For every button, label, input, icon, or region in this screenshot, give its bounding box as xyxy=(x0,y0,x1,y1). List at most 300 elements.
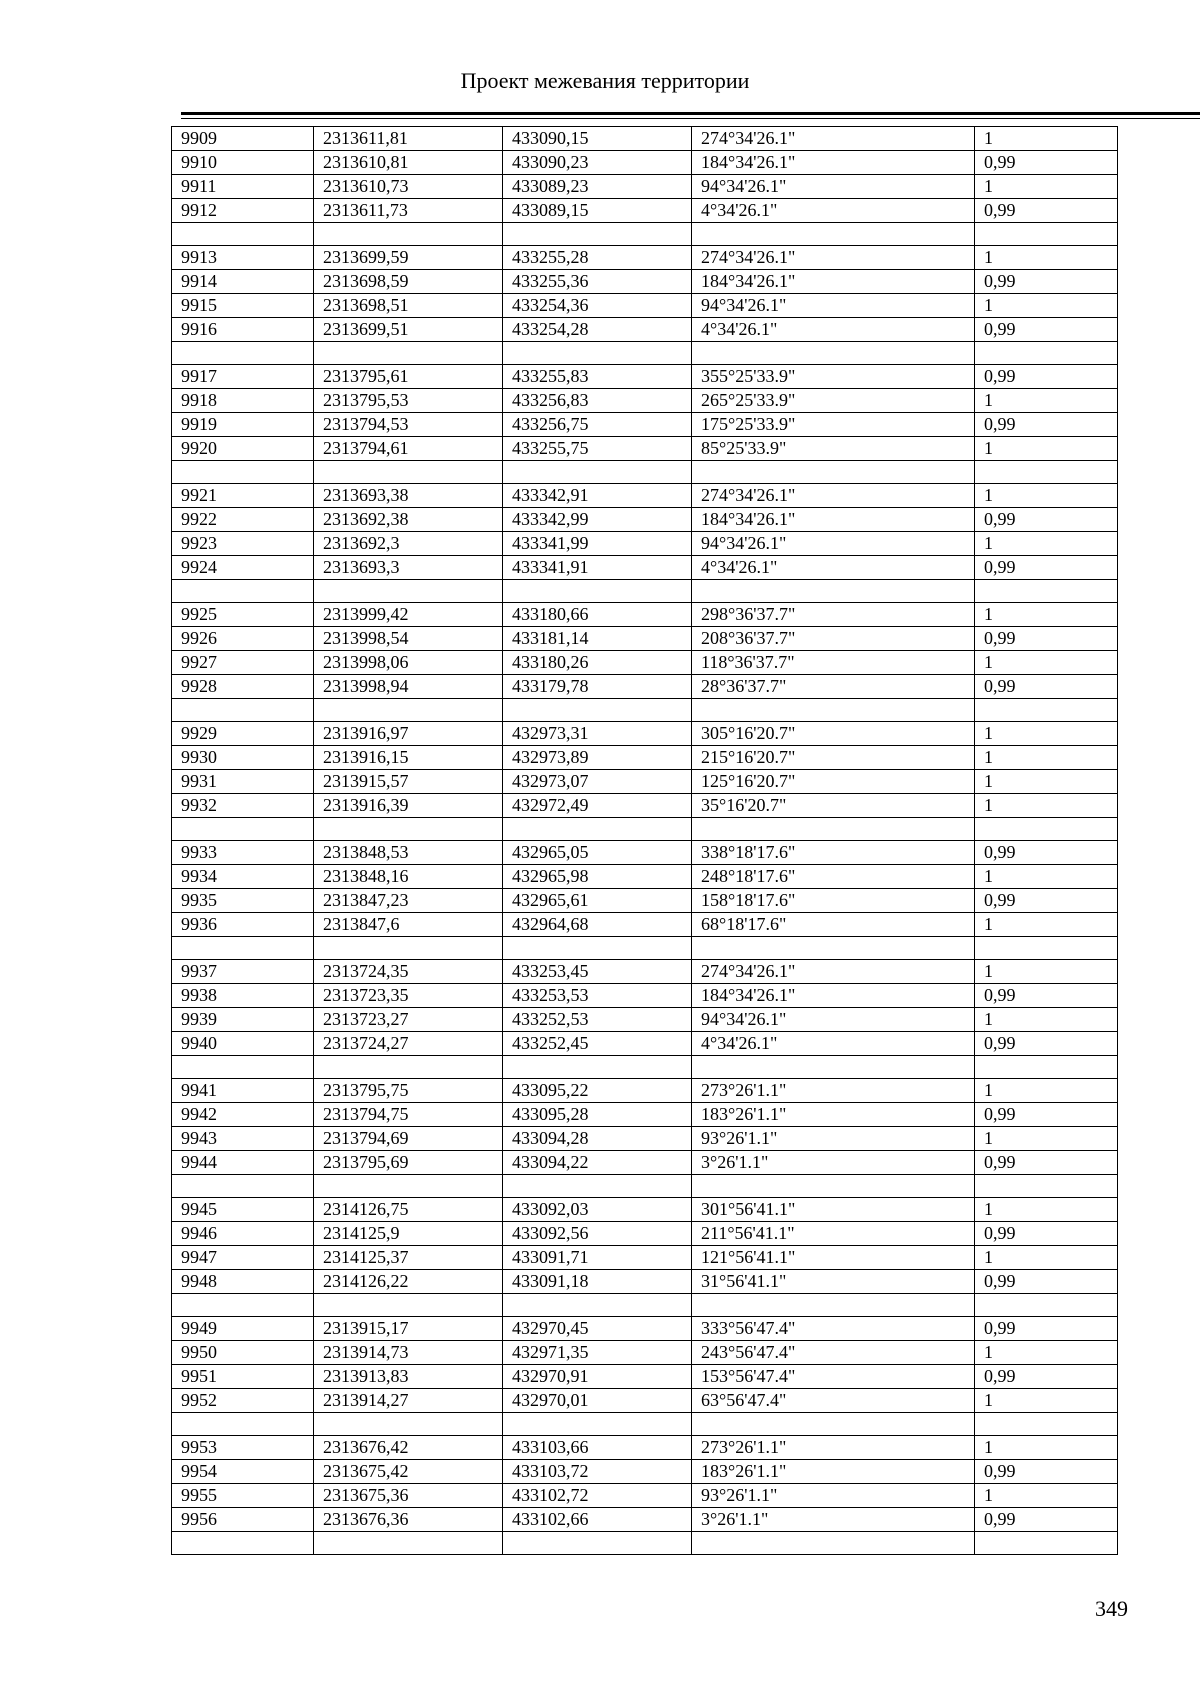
distance-cell: 0,99 xyxy=(975,1460,1118,1484)
y-coordinate-cell: 433252,45 xyxy=(503,1032,692,1056)
y-coordinate-cell: 432970,45 xyxy=(503,1317,692,1341)
x-coordinate-cell: 2313998,54 xyxy=(314,627,503,651)
table-row xyxy=(172,984,1118,1008)
y-coordinate-cell: 433253,45 xyxy=(503,960,692,984)
y-coordinate-cell: 433256,75 xyxy=(503,413,692,437)
y-coordinate-cell xyxy=(503,1532,692,1555)
distance-cell: 0,99 xyxy=(975,413,1118,437)
distance-cell: 1 xyxy=(975,1484,1118,1508)
y-coordinate-cell: 433102,72 xyxy=(503,1484,692,1508)
y-coordinate-cell: 433095,22 xyxy=(503,1079,692,1103)
y-coordinate-cell: 433091,71 xyxy=(503,1246,692,1270)
distance-cell: 0,99 xyxy=(975,1365,1118,1389)
y-coordinate-cell: 432973,31 xyxy=(503,722,692,746)
direction-angle-cell xyxy=(692,342,975,365)
direction-angle-cell xyxy=(692,1294,975,1317)
x-coordinate-cell: 2313999,42 xyxy=(314,603,503,627)
empty-separator-row xyxy=(172,342,1118,365)
distance-cell: 1 xyxy=(975,865,1118,889)
distance-cell: 0,99 xyxy=(975,508,1118,532)
empty-separator-row xyxy=(172,699,1118,722)
direction-angle-cell xyxy=(692,580,975,603)
table-row xyxy=(172,1484,1118,1508)
direction-angle-cell: 274°34'26.1" xyxy=(692,127,975,151)
distance-cell xyxy=(975,937,1118,960)
direction-angle-cell: 28°36'37.7" xyxy=(692,675,975,699)
direction-angle-cell: 125°16'20.7" xyxy=(692,770,975,794)
x-coordinate-cell: 2313698,59 xyxy=(314,270,503,294)
point-number-cell: 9935 xyxy=(172,889,314,913)
point-number-cell: 9941 xyxy=(172,1079,314,1103)
point-number-cell xyxy=(172,1413,314,1436)
direction-angle-cell xyxy=(692,1532,975,1555)
point-number-cell: 9920 xyxy=(172,437,314,461)
empty-separator-row xyxy=(172,580,1118,603)
x-coordinate-cell xyxy=(314,580,503,603)
x-coordinate-cell: 2313794,69 xyxy=(314,1127,503,1151)
x-coordinate-cell: 2314125,9 xyxy=(314,1222,503,1246)
point-number-cell: 9953 xyxy=(172,1436,314,1460)
table-row xyxy=(172,413,1118,437)
direction-angle-cell xyxy=(692,1175,975,1198)
direction-angle-cell: 183°26'1.1" xyxy=(692,1103,975,1127)
empty-separator-row xyxy=(172,1294,1118,1317)
table-row xyxy=(172,1246,1118,1270)
x-coordinate-cell: 2313847,6 xyxy=(314,913,503,937)
point-number-cell: 9945 xyxy=(172,1198,314,1222)
empty-separator-row xyxy=(172,1413,1118,1436)
table-row xyxy=(172,508,1118,532)
y-coordinate-cell: 433094,28 xyxy=(503,1127,692,1151)
direction-angle-cell: 68°18'17.6" xyxy=(692,913,975,937)
direction-angle-cell: 121°56'41.1" xyxy=(692,1246,975,1270)
y-coordinate-cell xyxy=(503,342,692,365)
y-coordinate-cell: 433094,22 xyxy=(503,1151,692,1175)
distance-cell: 1 xyxy=(975,913,1118,937)
x-coordinate-cell: 2313795,61 xyxy=(314,365,503,389)
direction-angle-cell: 4°34'26.1" xyxy=(692,318,975,342)
y-coordinate-cell: 433095,28 xyxy=(503,1103,692,1127)
distance-cell: 1 xyxy=(975,1389,1118,1413)
table-row xyxy=(172,246,1118,270)
empty-separator-row xyxy=(172,818,1118,841)
x-coordinate-cell: 2313916,39 xyxy=(314,794,503,818)
point-number-cell xyxy=(172,461,314,484)
empty-separator-row xyxy=(172,1175,1118,1198)
x-coordinate-cell xyxy=(314,1056,503,1079)
distance-cell xyxy=(975,1294,1118,1317)
point-number-cell: 9956 xyxy=(172,1508,314,1532)
direction-angle-cell xyxy=(692,223,975,246)
table-row xyxy=(172,532,1118,556)
table-row xyxy=(172,1103,1118,1127)
point-number-cell xyxy=(172,1532,314,1555)
y-coordinate-cell: 433089,23 xyxy=(503,175,692,199)
distance-cell: 0,99 xyxy=(975,889,1118,913)
direction-angle-cell: 184°34'26.1" xyxy=(692,151,975,175)
y-coordinate-cell xyxy=(503,1056,692,1079)
point-number-cell: 9909 xyxy=(172,127,314,151)
table-row xyxy=(172,865,1118,889)
direction-angle-cell: 274°34'26.1" xyxy=(692,246,975,270)
point-number-cell: 9930 xyxy=(172,746,314,770)
distance-cell: 1 xyxy=(975,722,1118,746)
distance-cell: 0,99 xyxy=(975,1032,1118,1056)
x-coordinate-cell xyxy=(314,1175,503,1198)
distance-cell xyxy=(975,818,1118,841)
point-number-cell: 9947 xyxy=(172,1246,314,1270)
distance-cell xyxy=(975,1056,1118,1079)
y-coordinate-cell: 433090,15 xyxy=(503,127,692,151)
point-number-cell: 9924 xyxy=(172,556,314,580)
distance-cell xyxy=(975,1413,1118,1436)
direction-angle-cell: 273°26'1.1" xyxy=(692,1436,975,1460)
table-row xyxy=(172,1365,1118,1389)
table-row xyxy=(172,1032,1118,1056)
x-coordinate-cell: 2313914,27 xyxy=(314,1389,503,1413)
x-coordinate-cell xyxy=(314,223,503,246)
point-number-cell: 9925 xyxy=(172,603,314,627)
point-number-cell: 9940 xyxy=(172,1032,314,1056)
table-row xyxy=(172,175,1118,199)
y-coordinate-cell xyxy=(503,223,692,246)
y-coordinate-cell: 433256,83 xyxy=(503,389,692,413)
y-coordinate-cell: 433102,66 xyxy=(503,1508,692,1532)
point-number-cell: 9921 xyxy=(172,484,314,508)
table-row xyxy=(172,1389,1118,1413)
point-number-cell xyxy=(172,1175,314,1198)
point-number-cell: 9922 xyxy=(172,508,314,532)
distance-cell: 1 xyxy=(975,246,1118,270)
y-coordinate-cell: 433103,72 xyxy=(503,1460,692,1484)
x-coordinate-cell xyxy=(314,818,503,841)
direction-angle-cell: 63°56'47.4" xyxy=(692,1389,975,1413)
distance-cell: 1 xyxy=(975,960,1118,984)
table-row xyxy=(172,1436,1118,1460)
table-row xyxy=(172,889,1118,913)
table-row xyxy=(172,1270,1118,1294)
y-coordinate-cell xyxy=(503,1413,692,1436)
x-coordinate-cell: 2313611,81 xyxy=(314,127,503,151)
page-number: 349 xyxy=(1095,1596,1128,1621)
direction-angle-cell: 4°34'26.1" xyxy=(692,1032,975,1056)
table-row xyxy=(172,960,1118,984)
distance-cell: 0,99 xyxy=(975,627,1118,651)
x-coordinate-cell: 2313914,73 xyxy=(314,1341,503,1365)
point-number-cell: 9911 xyxy=(172,175,314,199)
point-number-cell: 9954 xyxy=(172,1460,314,1484)
distance-cell: 1 xyxy=(975,794,1118,818)
header-rule-thick xyxy=(181,112,1200,115)
distance-cell: 0,99 xyxy=(975,1222,1118,1246)
distance-cell: 1 xyxy=(975,1198,1118,1222)
distance-cell: 1 xyxy=(975,603,1118,627)
table-row xyxy=(172,437,1118,461)
point-number-cell: 9937 xyxy=(172,960,314,984)
direction-angle-cell: 215°16'20.7" xyxy=(692,746,975,770)
table-row xyxy=(172,1127,1118,1151)
table-row xyxy=(172,627,1118,651)
y-coordinate-cell xyxy=(503,461,692,484)
direction-angle-cell: 243°56'47.4" xyxy=(692,1341,975,1365)
distance-cell xyxy=(975,580,1118,603)
table-row xyxy=(172,1008,1118,1032)
y-coordinate-cell: 433342,91 xyxy=(503,484,692,508)
point-number-cell: 9916 xyxy=(172,318,314,342)
empty-separator-row xyxy=(172,937,1118,960)
x-coordinate-cell: 2313610,81 xyxy=(314,151,503,175)
distance-cell: 1 xyxy=(975,437,1118,461)
x-coordinate-cell: 2313794,75 xyxy=(314,1103,503,1127)
direction-angle-cell: 118°36'37.7" xyxy=(692,651,975,675)
x-coordinate-cell: 2313724,27 xyxy=(314,1032,503,1056)
point-number-cell: 9944 xyxy=(172,1151,314,1175)
y-coordinate-cell: 433254,36 xyxy=(503,294,692,318)
header-rule-thin xyxy=(181,118,1200,119)
y-coordinate-cell: 433252,53 xyxy=(503,1008,692,1032)
direction-angle-cell: 35°16'20.7" xyxy=(692,794,975,818)
point-number-cell: 9913 xyxy=(172,246,314,270)
table-row xyxy=(172,270,1118,294)
distance-cell: 0,99 xyxy=(975,199,1118,223)
x-coordinate-cell: 2313699,51 xyxy=(314,318,503,342)
x-coordinate-cell: 2313998,94 xyxy=(314,675,503,699)
x-coordinate-cell: 2314126,75 xyxy=(314,1198,503,1222)
direction-angle-cell xyxy=(692,1056,975,1079)
direction-angle-cell: 211°56'41.1" xyxy=(692,1222,975,1246)
direction-angle-cell: 93°26'1.1" xyxy=(692,1484,975,1508)
table-row xyxy=(172,484,1118,508)
distance-cell: 0,99 xyxy=(975,1151,1118,1175)
point-number-cell: 9936 xyxy=(172,913,314,937)
table-row xyxy=(172,1508,1118,1532)
y-coordinate-cell: 433103,66 xyxy=(503,1436,692,1460)
y-coordinate-cell: 433342,99 xyxy=(503,508,692,532)
direction-angle-cell: 85°25'33.9" xyxy=(692,437,975,461)
x-coordinate-cell: 2313698,51 xyxy=(314,294,503,318)
point-number-cell: 9946 xyxy=(172,1222,314,1246)
point-number-cell: 9917 xyxy=(172,365,314,389)
empty-separator-row xyxy=(172,461,1118,484)
distance-cell: 0,99 xyxy=(975,556,1118,580)
point-number-cell: 9934 xyxy=(172,865,314,889)
empty-separator-row xyxy=(172,223,1118,246)
y-coordinate-cell: 433092,56 xyxy=(503,1222,692,1246)
x-coordinate-cell: 2313693,38 xyxy=(314,484,503,508)
direction-angle-cell: 3°26'1.1" xyxy=(692,1151,975,1175)
y-coordinate-cell: 433255,36 xyxy=(503,270,692,294)
direction-angle-cell: 175°25'33.9" xyxy=(692,413,975,437)
x-coordinate-cell: 2313913,83 xyxy=(314,1365,503,1389)
x-coordinate-cell: 2313724,35 xyxy=(314,960,503,984)
table-row xyxy=(172,365,1118,389)
y-coordinate-cell xyxy=(503,818,692,841)
direction-angle-cell: 184°34'26.1" xyxy=(692,984,975,1008)
point-number-cell: 9929 xyxy=(172,722,314,746)
table-row xyxy=(172,199,1118,223)
direction-angle-cell xyxy=(692,699,975,722)
x-coordinate-cell: 2313675,42 xyxy=(314,1460,503,1484)
direction-angle-cell: 301°56'41.1" xyxy=(692,1198,975,1222)
point-number-cell xyxy=(172,223,314,246)
x-coordinate-cell: 2313847,23 xyxy=(314,889,503,913)
y-coordinate-cell: 433341,99 xyxy=(503,532,692,556)
x-coordinate-cell: 2313915,57 xyxy=(314,770,503,794)
direction-angle-cell: 298°36'37.7" xyxy=(692,603,975,627)
x-coordinate-cell: 2313795,69 xyxy=(314,1151,503,1175)
y-coordinate-cell: 433180,26 xyxy=(503,651,692,675)
y-coordinate-cell: 432972,49 xyxy=(503,794,692,818)
direction-angle-cell: 94°34'26.1" xyxy=(692,175,975,199)
point-number-cell: 9952 xyxy=(172,1389,314,1413)
distance-cell: 1 xyxy=(975,770,1118,794)
point-number-cell: 9950 xyxy=(172,1341,314,1365)
distance-cell xyxy=(975,342,1118,365)
point-number-cell: 9942 xyxy=(172,1103,314,1127)
direction-angle-cell: 4°34'26.1" xyxy=(692,199,975,223)
coordinates-table xyxy=(171,126,1118,1555)
table-row xyxy=(172,770,1118,794)
point-number-cell: 9914 xyxy=(172,270,314,294)
table-row xyxy=(172,389,1118,413)
y-coordinate-cell: 433253,53 xyxy=(503,984,692,1008)
point-number-cell xyxy=(172,342,314,365)
x-coordinate-cell xyxy=(314,1532,503,1555)
distance-cell: 0,99 xyxy=(975,318,1118,342)
x-coordinate-cell: 2313676,36 xyxy=(314,1508,503,1532)
x-coordinate-cell: 2314126,22 xyxy=(314,1270,503,1294)
x-coordinate-cell: 2313998,06 xyxy=(314,651,503,675)
distance-cell: 1 xyxy=(975,175,1118,199)
point-number-cell: 9938 xyxy=(172,984,314,1008)
distance-cell: 1 xyxy=(975,127,1118,151)
y-coordinate-cell: 433090,23 xyxy=(503,151,692,175)
point-number-cell: 9919 xyxy=(172,413,314,437)
direction-angle-cell xyxy=(692,1413,975,1436)
x-coordinate-cell xyxy=(314,461,503,484)
direction-angle-cell: 3°26'1.1" xyxy=(692,1508,975,1532)
x-coordinate-cell: 2313848,16 xyxy=(314,865,503,889)
direction-angle-cell: 184°34'26.1" xyxy=(692,270,975,294)
x-coordinate-cell: 2313795,75 xyxy=(314,1079,503,1103)
x-coordinate-cell: 2313611,73 xyxy=(314,199,503,223)
y-coordinate-cell: 433255,28 xyxy=(503,246,692,270)
x-coordinate-cell: 2313794,61 xyxy=(314,437,503,461)
x-coordinate-cell: 2313916,97 xyxy=(314,722,503,746)
distance-cell: 0,99 xyxy=(975,841,1118,865)
point-number-cell: 9928 xyxy=(172,675,314,699)
point-number-cell xyxy=(172,1056,314,1079)
direction-angle-cell: 265°25'33.9" xyxy=(692,389,975,413)
point-number-cell: 9939 xyxy=(172,1008,314,1032)
distance-cell: 1 xyxy=(975,651,1118,675)
y-coordinate-cell: 432970,91 xyxy=(503,1365,692,1389)
x-coordinate-cell: 2313795,53 xyxy=(314,389,503,413)
table-row xyxy=(172,1079,1118,1103)
x-coordinate-cell: 2313723,27 xyxy=(314,1008,503,1032)
x-coordinate-cell: 2313692,38 xyxy=(314,508,503,532)
direction-angle-cell: 338°18'17.6" xyxy=(692,841,975,865)
direction-angle-cell: 158°18'17.6" xyxy=(692,889,975,913)
distance-cell xyxy=(975,223,1118,246)
distance-cell: 0,99 xyxy=(975,675,1118,699)
y-coordinate-cell: 432965,61 xyxy=(503,889,692,913)
distance-cell: 0,99 xyxy=(975,984,1118,1008)
distance-cell xyxy=(975,1175,1118,1198)
direction-angle-cell: 273°26'1.1" xyxy=(692,1079,975,1103)
table-row xyxy=(172,675,1118,699)
y-coordinate-cell xyxy=(503,1294,692,1317)
coordinates-table-body xyxy=(172,127,1118,1555)
x-coordinate-cell: 2314125,37 xyxy=(314,1246,503,1270)
y-coordinate-cell xyxy=(503,937,692,960)
x-coordinate-cell: 2313723,35 xyxy=(314,984,503,1008)
y-coordinate-cell: 433341,91 xyxy=(503,556,692,580)
direction-angle-cell: 31°56'41.1" xyxy=(692,1270,975,1294)
y-coordinate-cell: 433254,28 xyxy=(503,318,692,342)
direction-angle-cell: 4°34'26.1" xyxy=(692,556,975,580)
x-coordinate-cell: 2313915,17 xyxy=(314,1317,503,1341)
direction-angle-cell xyxy=(692,461,975,484)
distance-cell: 0,99 xyxy=(975,1317,1118,1341)
distance-cell: 1 xyxy=(975,532,1118,556)
table-row xyxy=(172,913,1118,937)
direction-angle-cell: 94°34'26.1" xyxy=(692,294,975,318)
table-row xyxy=(172,294,1118,318)
direction-angle-cell: 94°34'26.1" xyxy=(692,1008,975,1032)
table-row xyxy=(172,127,1118,151)
direction-angle-cell xyxy=(692,937,975,960)
table-row xyxy=(172,722,1118,746)
direction-angle-cell: 305°16'20.7" xyxy=(692,722,975,746)
y-coordinate-cell: 433255,75 xyxy=(503,437,692,461)
table-row xyxy=(172,1317,1118,1341)
point-number-cell xyxy=(172,699,314,722)
x-coordinate-cell xyxy=(314,937,503,960)
y-coordinate-cell xyxy=(503,1175,692,1198)
table-row xyxy=(172,556,1118,580)
y-coordinate-cell: 433180,66 xyxy=(503,603,692,627)
direction-angle-cell xyxy=(692,818,975,841)
direction-angle-cell: 248°18'17.6" xyxy=(692,865,975,889)
direction-angle-cell: 333°56'47.4" xyxy=(692,1317,975,1341)
x-coordinate-cell xyxy=(314,699,503,722)
point-number-cell: 9923 xyxy=(172,532,314,556)
x-coordinate-cell: 2313610,73 xyxy=(314,175,503,199)
y-coordinate-cell: 432965,05 xyxy=(503,841,692,865)
distance-cell xyxy=(975,699,1118,722)
distance-cell: 0,99 xyxy=(975,365,1118,389)
point-number-cell: 9932 xyxy=(172,794,314,818)
y-coordinate-cell: 432964,68 xyxy=(503,913,692,937)
y-coordinate-cell: 433181,14 xyxy=(503,627,692,651)
table-row xyxy=(172,1198,1118,1222)
point-number-cell: 9951 xyxy=(172,1365,314,1389)
table-row xyxy=(172,603,1118,627)
table-row xyxy=(172,1460,1118,1484)
table-row xyxy=(172,794,1118,818)
direction-angle-cell: 153°56'47.4" xyxy=(692,1365,975,1389)
point-number-cell xyxy=(172,1294,314,1317)
point-number-cell: 9948 xyxy=(172,1270,314,1294)
distance-cell: 1 xyxy=(975,1127,1118,1151)
x-coordinate-cell: 2313848,53 xyxy=(314,841,503,865)
x-coordinate-cell: 2313676,42 xyxy=(314,1436,503,1460)
point-number-cell: 9912 xyxy=(172,199,314,223)
distance-cell: 1 xyxy=(975,1341,1118,1365)
x-coordinate-cell xyxy=(314,1413,503,1436)
table-row xyxy=(172,1222,1118,1246)
